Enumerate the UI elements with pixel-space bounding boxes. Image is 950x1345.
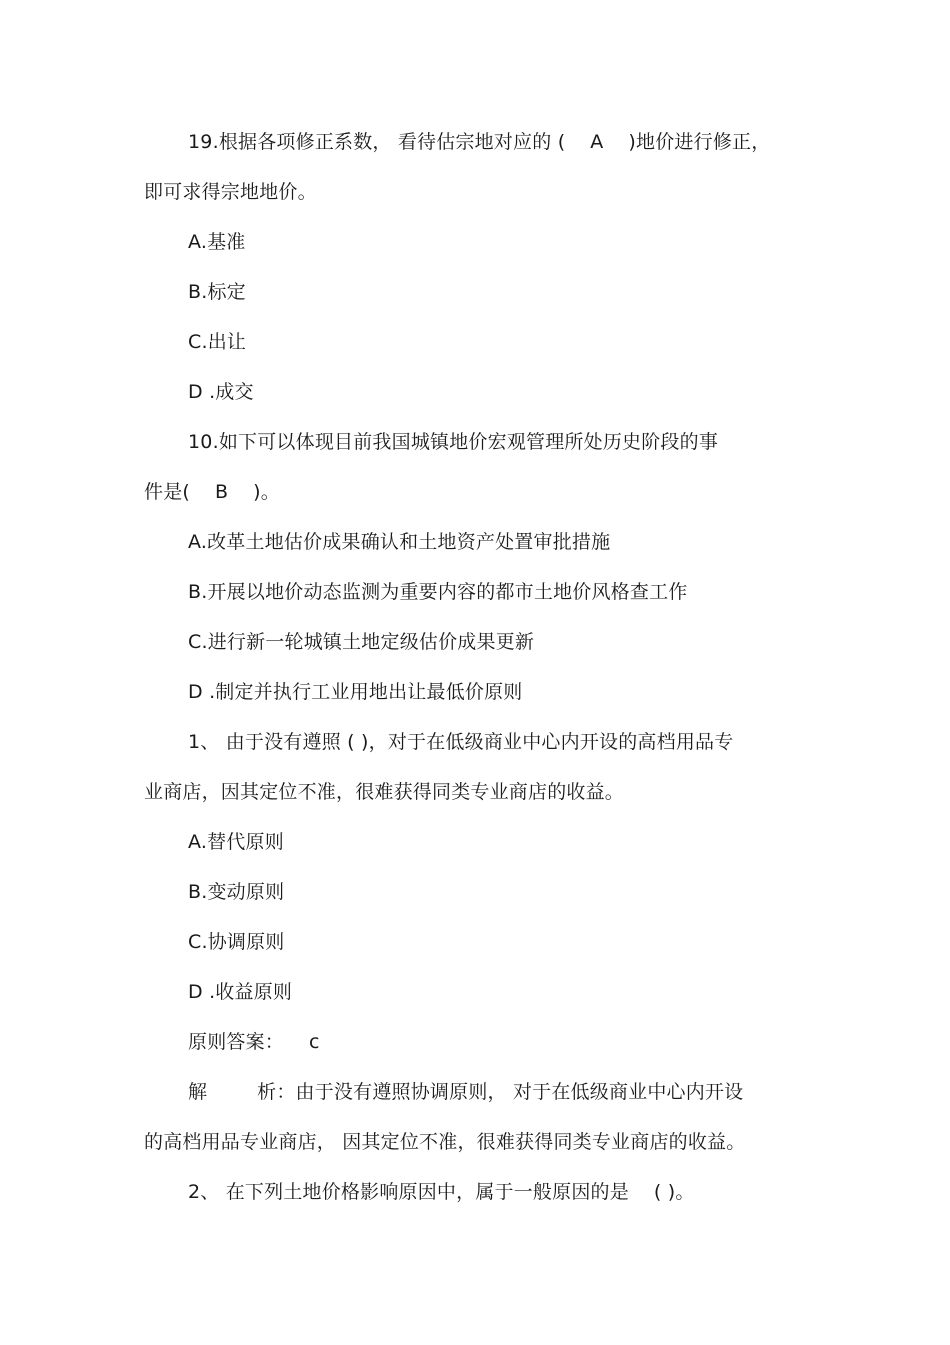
q10-option-c: C.进行新一轮城镇土地定级估价成果更新 <box>188 631 535 653</box>
q10-stem-line1: 10.如下可以体现目前我国城镇地价宏观管理所处历史阶段的事 <box>188 431 719 453</box>
q1-option-c: C.协调原则 <box>188 931 285 953</box>
q19-option-d: D .成交 <box>188 381 254 403</box>
q19-option-b: B.标定 <box>188 281 246 303</box>
q10-option-a: A.改革土地估价成果确认和土地资产处置审批措施 <box>188 531 611 553</box>
q19-option-a: A.基准 <box>188 231 246 253</box>
q1-analysis-line1: 解 析：由于没有遵照协调原则， 对于在低级商业中心内开设 <box>188 1081 744 1103</box>
q2-stem-line1: 2、 在下列土地价格影响原因中，属于一般原因的是 ( )。 <box>188 1181 695 1203</box>
q1-analysis-line2: 的高档用品专业商店， 因其定位不准，很难获得同类专业商店的收益。 <box>144 1131 746 1153</box>
q1-stem-line2: 业商店，因其定位不准，很难获得同类专业商店的收益。 <box>144 781 625 803</box>
q10-option-d: D .制定并执行工业用地出让最低价原则 <box>188 681 523 703</box>
q1-stem-line1: 1、 由于没有遵照 ( )，对于在低级商业中心内开设的高档用品专 <box>188 731 734 753</box>
q10-option-b: B.开展以地价动态监测为重要内容的都市土地价风格查工作 <box>188 581 688 603</box>
q1-option-a: A.替代原则 <box>188 831 284 853</box>
q19-stem-line1: 19.根据各项修正系数， 看待估宗地对应的 ( A )地价进行修正， <box>188 131 771 153</box>
q10-stem-line2: 件是( B )。 <box>144 481 280 503</box>
q1-answer: 原则答案： c <box>188 1031 320 1053</box>
q19-option-c: C.出让 <box>188 331 247 353</box>
q19-stem-line2: 即可求得宗地地价。 <box>144 181 317 203</box>
q1-option-b: B.变动原则 <box>188 881 285 903</box>
q1-option-d: D .收益原则 <box>188 981 293 1003</box>
